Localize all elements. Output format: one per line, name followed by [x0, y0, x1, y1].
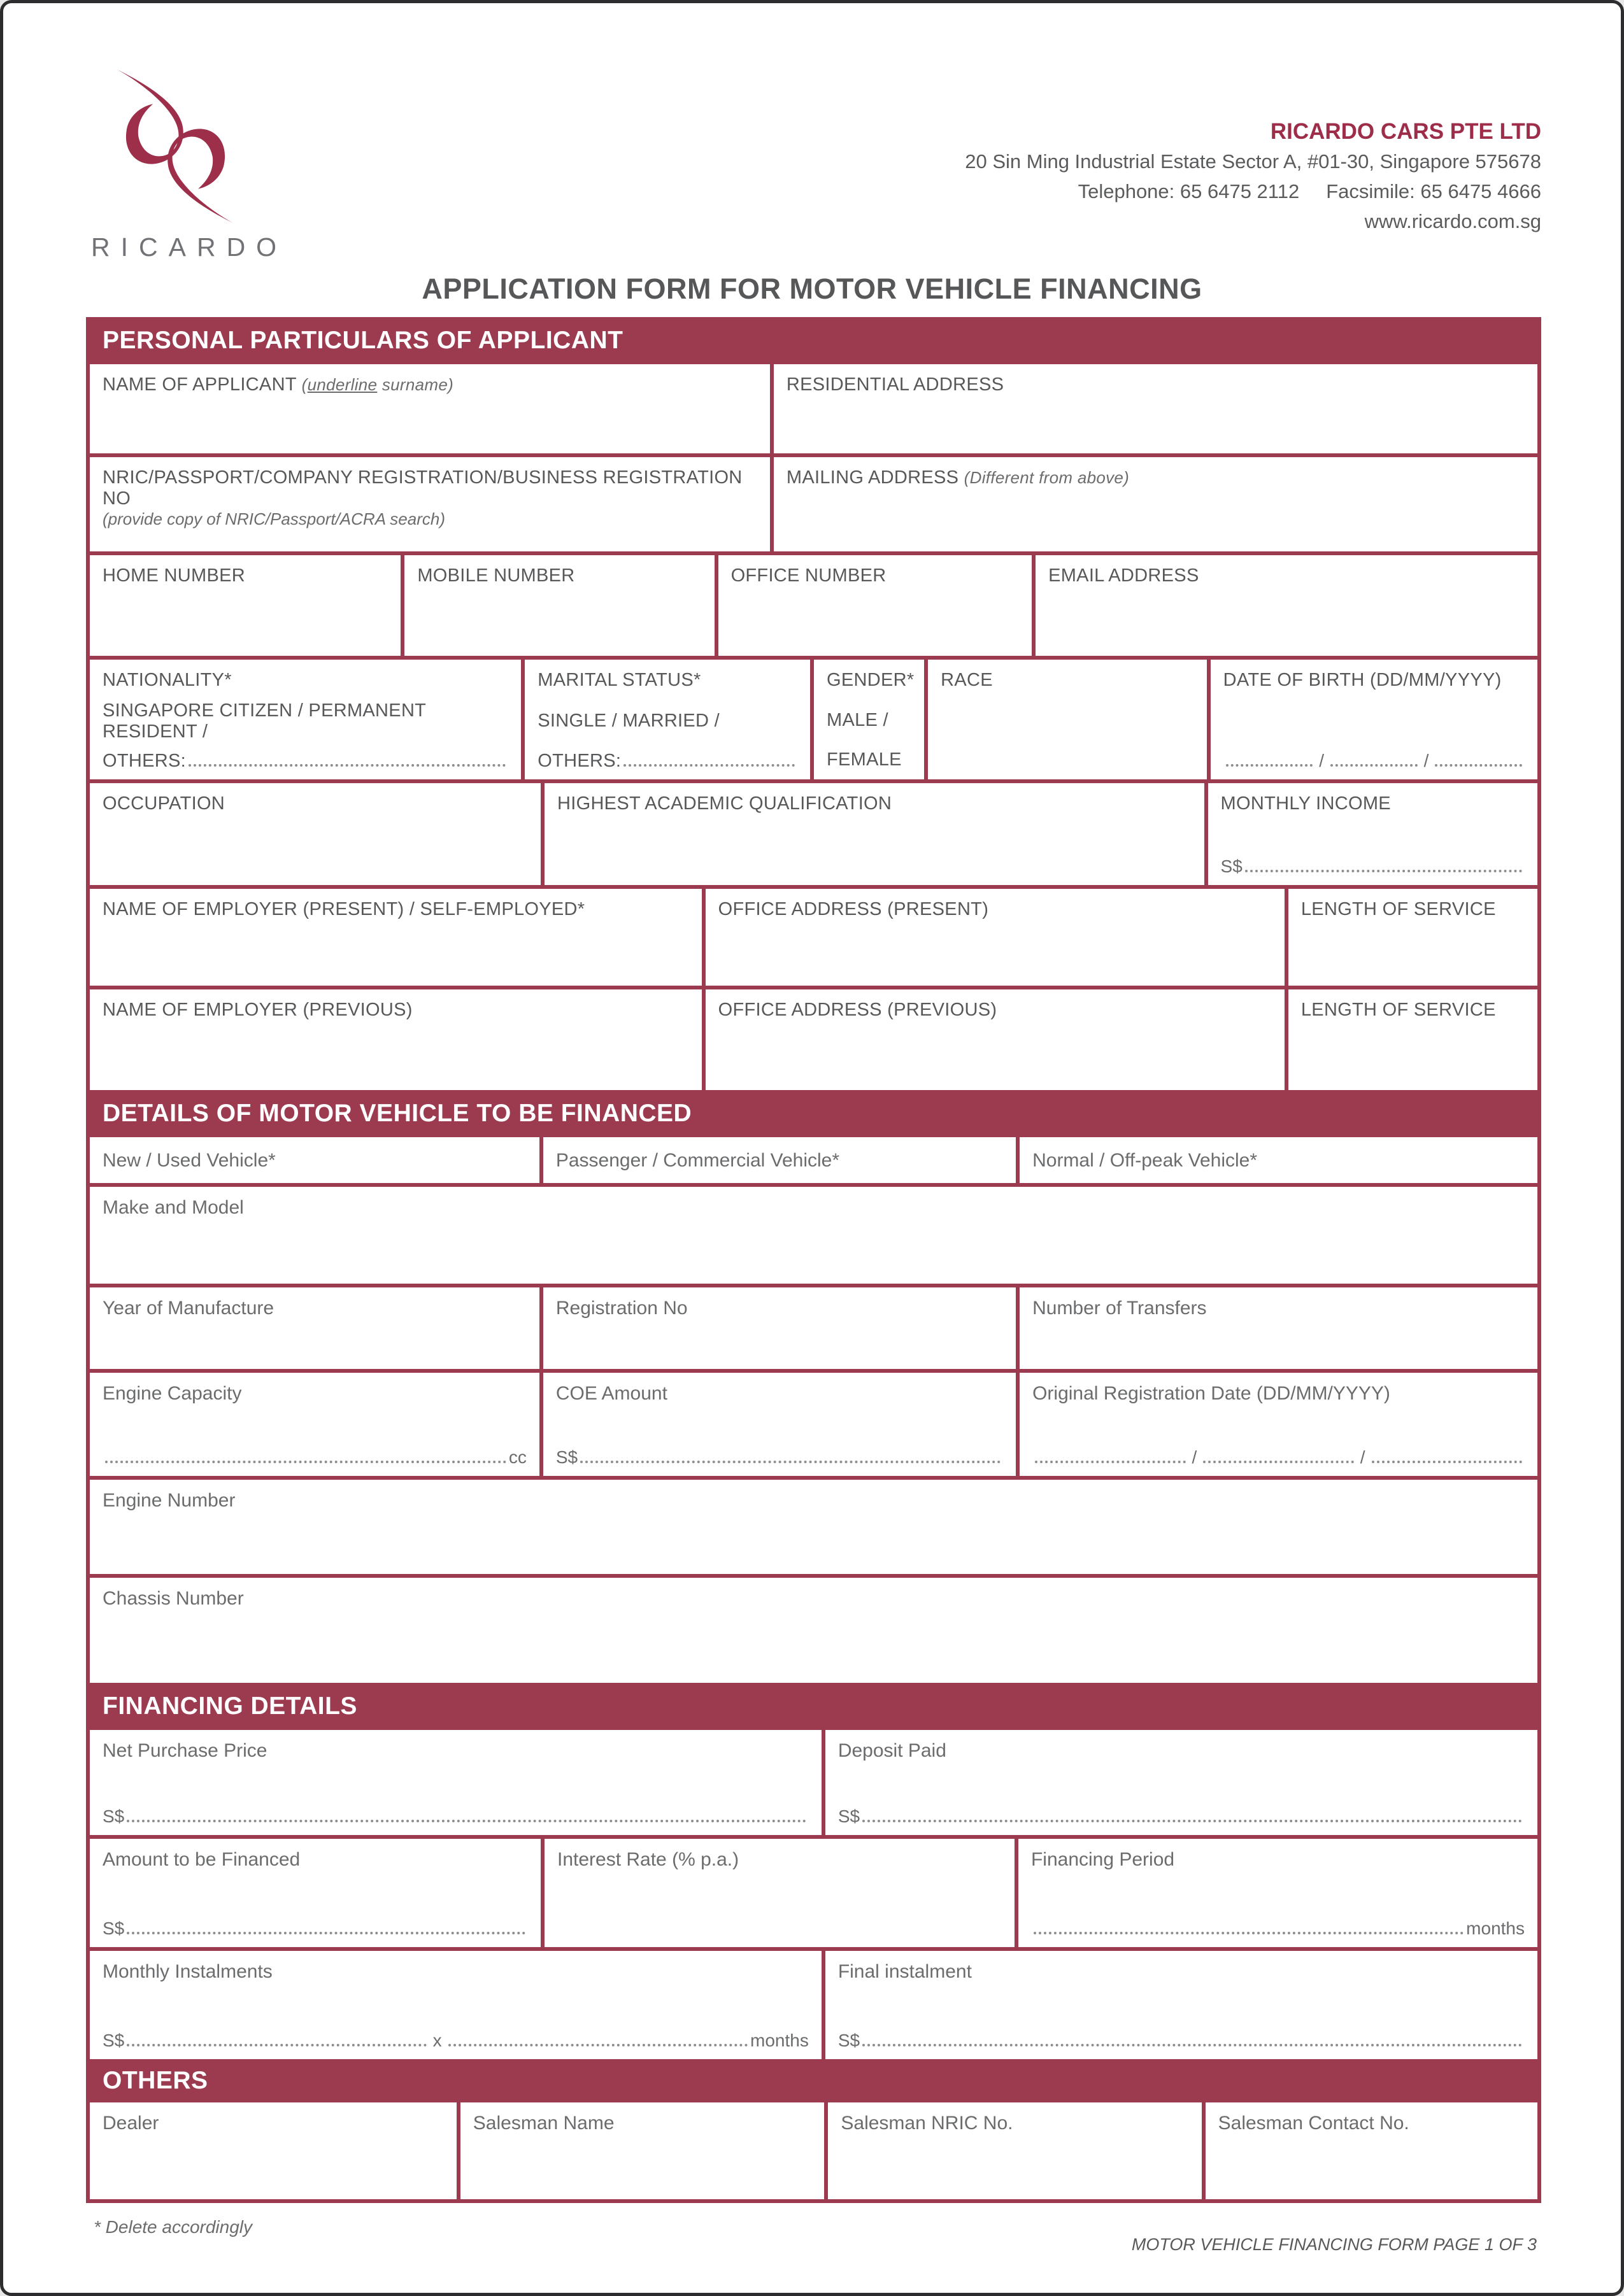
gender-female-option: FEMALE	[826, 749, 902, 770]
field-final-instalment[interactable]	[825, 1951, 1537, 2059]
employer-previous-label: NAME OF EMPLOYER (PREVIOUS)	[103, 1000, 413, 1020]
field-salesman-name[interactable]	[460, 2102, 825, 2199]
section-header-financing: FINANCING DETAILS	[90, 1687, 1537, 1726]
salesman-contact-label: Salesman Contact No.	[1218, 2113, 1409, 2134]
name-underline-note: underline	[307, 375, 378, 394]
chassis-number-label: Chassis Number	[103, 1588, 244, 1609]
email-address-label: EMAIL ADDRESS	[1048, 565, 1199, 586]
row-year-reg-transfers	[90, 1287, 1537, 1369]
nationality-others-label: OTHERS:	[103, 751, 186, 771]
field-date-of-birth[interactable]	[1211, 660, 1537, 779]
field-net-purchase-price[interactable]	[90, 1730, 822, 1835]
field-marital-status[interactable]	[525, 660, 810, 779]
employer-present-label: NAME OF EMPLOYER (PRESENT) / SELF-EMPLOYED*	[103, 899, 585, 919]
salesman-nric-label: Salesman NRIC No.	[841, 2113, 1013, 2134]
row-employer-previous	[90, 989, 1537, 1090]
dealer-label: Dealer	[103, 2113, 159, 2134]
mailing-note: (Different from above)	[964, 468, 1130, 487]
company-logo	[91, 67, 359, 262]
office-address-previous-label: OFFICE ADDRESS (PREVIOUS)	[718, 1000, 997, 1020]
company-phone-fax	[965, 176, 1541, 206]
orig-date-day-input[interactable]	[1035, 1459, 1185, 1463]
monthly-instalments-unit: months	[750, 2030, 809, 2050]
monthly-income-input[interactable]	[1245, 868, 1522, 872]
financing-period-input[interactable]	[1034, 1931, 1464, 1934]
orig-date-separator-1: /	[1192, 1447, 1197, 1467]
net-purchase-price-line[interactable]	[103, 1807, 809, 1826]
row-phone-numbers	[90, 555, 1537, 656]
field-employer-previous[interactable]	[90, 989, 702, 1090]
field-chassis-number[interactable]	[90, 1578, 1537, 1683]
coe-amount-input[interactable]	[580, 1459, 1001, 1463]
field-engine-capacity[interactable]	[90, 1373, 539, 1476]
ricardo-logo-icon	[104, 67, 247, 226]
amount-financed-currency: S$	[103, 1918, 125, 1938]
field-year-of-manufacture[interactable]	[90, 1287, 539, 1369]
deposit-paid-label: Deposit Paid	[837, 1740, 946, 1761]
field-make-and-model[interactable]	[90, 1187, 1537, 1284]
dob-input-line[interactable]	[1223, 751, 1525, 770]
field-office-number[interactable]	[718, 555, 1032, 656]
race-label: RACE	[941, 670, 993, 690]
marital-others-input[interactable]	[623, 763, 795, 767]
name-label: NAME OF APPLICANT	[103, 374, 302, 395]
company-website: www.ricardo.com.sg	[1364, 210, 1541, 232]
final-instalment-label: Final instalment	[837, 1961, 972, 1982]
final-instalment-input[interactable]	[862, 2043, 1522, 2046]
monthly-instalments-currency: S$	[103, 2030, 125, 2050]
dob-separator-2: /	[1423, 751, 1429, 770]
field-monthly-instalments[interactable]	[90, 1951, 822, 2059]
field-number-of-transfers[interactable]	[1020, 1287, 1537, 1369]
orig-date-label: Original Registration Date (DD/MM/YYYY)	[1032, 1383, 1390, 1404]
dob-separator-1: /	[1319, 751, 1325, 770]
logo-wordmark: RICARDO	[91, 232, 288, 262]
row-vehicle-type	[90, 1137, 1537, 1183]
office-number-label: OFFICE NUMBER	[730, 565, 887, 586]
marital-label: MARITAL STATUS*	[538, 670, 701, 690]
monthly-instalments-amount-input[interactable]	[127, 2043, 426, 2046]
field-salesman-contact[interactable]	[1206, 2102, 1537, 2199]
qualification-label: HIGHEST ACADEMIC QUALIFICATION	[557, 793, 892, 814]
field-original-registration-date[interactable]	[1020, 1373, 1537, 1476]
amount-financed-input[interactable]	[127, 1931, 525, 1934]
new-used-label: New / Used Vehicle*	[103, 1150, 276, 1171]
name-paren: (	[301, 375, 308, 394]
gender-label: GENDER*	[826, 670, 915, 690]
engine-capacity-unit: cc	[508, 1447, 527, 1467]
monthly-instalments-months-input[interactable]	[448, 2043, 748, 2046]
section-header-personal: PERSONAL PARTICULARS OF APPLICANT	[90, 321, 1537, 360]
company-name: RICARDO CARS PTE LTD	[1270, 119, 1541, 144]
nationality-options: SINGAPORE CITIZEN / PERMANENT RESIDENT /	[103, 700, 426, 742]
marital-others-line[interactable]	[538, 751, 797, 770]
name-note-rest: surname)	[377, 375, 454, 394]
company-address: 20 Sin Ming Industrial Estate Sector A, #01-30, Singapore 575678	[965, 150, 1541, 173]
nric-label: NRIC/PASSPORT/COMPANY REGISTRATION/BUSINESS REGISTRATION NO	[103, 467, 743, 509]
field-deposit-paid[interactable]	[825, 1730, 1537, 1835]
nationality-others-line[interactable]	[103, 751, 508, 770]
form-title: APPLICATION FORM FOR MOTOR VEHICLE FINANCING	[422, 273, 1202, 305]
dob-month-input[interactable]	[1330, 763, 1418, 767]
monthly-income-currency: S$	[1220, 856, 1243, 876]
length-of-service-present-label: LENGTH OF SERVICE	[1300, 899, 1496, 919]
monthly-income-label: MONTHLY INCOME	[1220, 793, 1391, 814]
net-purchase-price-label: Net Purchase Price	[103, 1740, 267, 1761]
field-mobile-number[interactable]	[404, 555, 714, 656]
field-length-of-service-previous[interactable]	[1288, 989, 1537, 1090]
field-home-number[interactable]	[90, 555, 401, 656]
net-purchase-price-currency: S$	[103, 1806, 125, 1826]
page-header	[3, 3, 1621, 262]
dob-label: DATE OF BIRTH (DD/MM/YYYY)	[1223, 670, 1502, 690]
net-purchase-price-input[interactable]	[127, 1818, 806, 1822]
normal-offpeak-label: Normal / Off-peak Vehicle*	[1032, 1150, 1258, 1171]
marital-options: SINGLE / MARRIED /	[538, 711, 720, 731]
engine-capacity-line[interactable]	[103, 1448, 527, 1467]
row-occupation-income	[90, 783, 1537, 885]
financing-period-label: Financing Period	[1030, 1849, 1175, 1870]
field-financing-period[interactable]	[1018, 1839, 1537, 1947]
mailing-label: MAILING ADDRESS	[786, 467, 964, 488]
financing-period-unit: months	[1466, 1918, 1525, 1938]
financing-period-line[interactable]	[1031, 1919, 1525, 1938]
delete-accordingly-note: * Delete accordingly	[94, 2217, 253, 2237]
dob-day-input[interactable]	[1226, 763, 1313, 767]
row-engine-number	[90, 1480, 1537, 1574]
office-address-present-label: OFFICE ADDRESS (PRESENT)	[718, 899, 989, 919]
field-residential-address[interactable]	[774, 364, 1537, 453]
nationality-others-input[interactable]	[189, 763, 506, 767]
page-footer: MOTOR VEHICLE FINANCING FORM PAGE 1 OF 3	[1131, 2235, 1537, 2254]
engine-capacity-input[interactable]	[105, 1459, 506, 1463]
company-facsimile: Facsimile: 65 6475 4666	[1326, 180, 1541, 202]
field-amount-to-be-financed[interactable]	[90, 1839, 541, 1947]
row-name-residential	[90, 364, 1537, 453]
form-table	[86, 317, 1541, 2203]
field-employer-present[interactable]	[90, 889, 702, 986]
section-header-others: OTHERS	[90, 2063, 1537, 2099]
row-chassis-number	[90, 1578, 1537, 1683]
field-interest-rate[interactable]	[545, 1839, 1015, 1947]
row-instalments	[90, 1951, 1537, 2059]
transfers-label: Number of Transfers	[1032, 1298, 1207, 1319]
field-normal-offpeak[interactable]	[1020, 1137, 1537, 1183]
field-nationality[interactable]	[90, 660, 521, 779]
coe-amount-label: COE Amount	[555, 1383, 667, 1404]
field-occupation[interactable]	[90, 783, 541, 885]
monthly-instalments-line[interactable]	[103, 2031, 809, 2050]
registration-no-label: Registration No	[555, 1298, 688, 1319]
field-registration-no[interactable]	[543, 1287, 1016, 1369]
home-number-label: HOME NUMBER	[103, 565, 246, 586]
orig-date-month-input[interactable]	[1203, 1459, 1353, 1463]
row-amount-interest-period	[90, 1839, 1537, 1947]
monthly-instalments-times: x	[432, 2030, 442, 2050]
dob-year-input[interactable]	[1435, 763, 1522, 767]
row-nationality-marital-gender	[90, 660, 1537, 779]
field-email-address[interactable]	[1036, 555, 1537, 656]
amount-financed-line[interactable]	[103, 1919, 528, 1938]
engine-number-label: Engine Number	[103, 1490, 236, 1511]
field-length-of-service-present[interactable]	[1288, 889, 1537, 986]
field-mailing-address[interactable]	[774, 457, 1537, 551]
coe-amount-line[interactable]	[556, 1448, 1003, 1467]
row-price-deposit	[90, 1730, 1537, 1835]
amount-financed-label: Amount to be Financed	[103, 1849, 301, 1870]
field-gender[interactable]	[814, 660, 924, 779]
length-of-service-previous-label: LENGTH OF SERVICE	[1300, 1000, 1496, 1020]
deposit-paid-currency: S$	[837, 1806, 860, 1826]
field-race[interactable]	[928, 660, 1207, 779]
final-instalment-line[interactable]	[838, 2031, 1525, 2050]
engine-capacity-label: Engine Capacity	[103, 1383, 242, 1404]
monthly-instalments-label: Monthly Instalments	[103, 1961, 273, 1982]
gender-male-option: MALE /	[826, 709, 888, 730]
field-passenger-commercial[interactable]	[543, 1137, 1016, 1183]
coe-currency: S$	[555, 1447, 578, 1467]
row-make-model	[90, 1187, 1537, 1284]
section-header-vehicle: DETAILS OF MOTOR VEHICLE TO BE FINANCED	[90, 1094, 1537, 1133]
company-info	[965, 117, 1541, 262]
field-academic-qualification[interactable]	[545, 783, 1204, 885]
interest-rate-label: Interest Rate (% p.a.)	[557, 1849, 739, 1870]
company-telephone: Telephone: 65 6475 2112	[1078, 180, 1300, 202]
salesman-name-label: Salesman Name	[473, 2113, 615, 2134]
orig-date-separator-2: /	[1360, 1447, 1365, 1467]
nric-note: (provide copy of NRIC/Passport/ACRA search)	[103, 509, 446, 528]
deposit-paid-input[interactable]	[862, 1818, 1522, 1822]
make-model-label: Make and Model	[103, 1197, 244, 1218]
row-dealer-salesman	[90, 2102, 1537, 2199]
mobile-number-label: MOBILE NUMBER	[417, 565, 575, 586]
deposit-paid-line[interactable]	[838, 1807, 1525, 1826]
field-office-address-previous[interactable]	[706, 989, 1285, 1090]
field-office-address-present[interactable]	[706, 889, 1285, 986]
field-salesman-nric[interactable]	[828, 2102, 1201, 2199]
nationality-label: NATIONALITY*	[103, 670, 232, 690]
orig-date-line[interactable]	[1032, 1448, 1525, 1467]
monthly-income-line[interactable]	[1221, 857, 1525, 876]
row-engine-coe-origdate	[90, 1373, 1537, 1476]
field-dealer[interactable]	[90, 2102, 457, 2199]
marital-others-label: OTHERS:	[538, 751, 622, 771]
field-name-of-applicant[interactable]	[90, 364, 770, 453]
row-employer-present	[90, 889, 1537, 986]
passenger-commercial-label: Passenger / Commercial Vehicle*	[555, 1150, 840, 1171]
residential-address-label: RESIDENTIAL ADDRESS	[786, 374, 1004, 395]
field-coe-amount[interactable]	[543, 1373, 1016, 1476]
year-label: Year of Manufacture	[103, 1298, 274, 1319]
occupation-label: OCCUPATION	[103, 793, 225, 814]
field-monthly-income[interactable]	[1208, 783, 1537, 885]
field-new-used-vehicle[interactable]	[90, 1137, 539, 1183]
orig-date-year-input[interactable]	[1372, 1459, 1522, 1463]
final-instalment-currency: S$	[837, 2030, 860, 2050]
field-engine-number[interactable]	[90, 1480, 1537, 1574]
row-nric-mailing	[90, 457, 1537, 551]
field-nric-registration-no[interactable]	[90, 457, 770, 551]
